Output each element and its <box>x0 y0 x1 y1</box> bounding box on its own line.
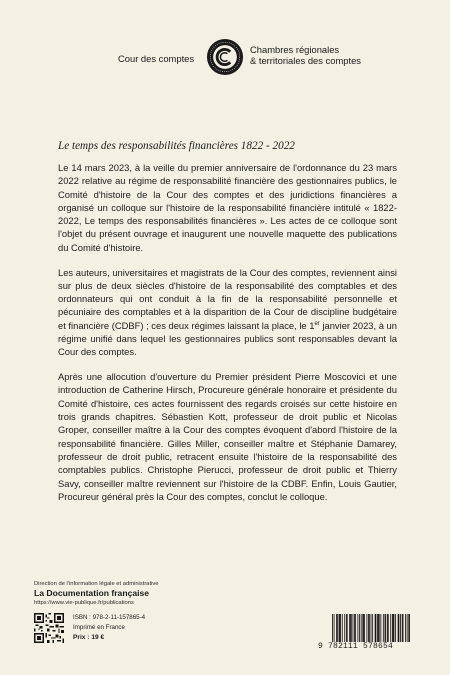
publisher-url: https://www.vie-publique.fr/publications <box>34 600 134 606</box>
chambres-regionales-line1: Chambres régionales <box>250 44 340 55</box>
paragraph-3: Après une allocution d'ouverture du Premier président Pierre Moscovici et une introduction de Catherine Hirsch, Procureure générale honoraire et présidente du Comité d'histoire, ces actes fournissent des regards croisés sur cette histoire en trois grands chapitres. Sébastien Kott, professeur de droit public et Nicolas Groper, conseiller maître à la Cour des comptes évoquent d'abord l'histoire de la responsabilité financière. Gilles Miller, conseiller maître et Stéphanie Damarey, professeur de droit public, retracent ensuite l'histoire de la responsabilité des comptables publics. Christophe Pierucci, professeur de droit public et Thierry Savy, conseiller maître reviennent sur l'histoire de la CDBF. Enfin, Louis Gautier, Procureur général près la Cour des comptes, conclut le colloque. <box>58 371 397 502</box>
paragraph-2-start: Les auteurs, universitaires et magistrats de la Cour des comptes, reviennent ainsi sur plus de deux siècles d'histoire de la responsabilité des comptables et des ordonnateurs qui ont conduit à la fin de la responsabilité personnelle et pécuniaire des comptables et à la disparition de la Cour de discipline budgétaire et financière (CDBF) ; ces deux régimes laissant la place, le 1 <box>58 266 397 331</box>
cour-des-comptes-seal-icon <box>206 38 244 76</box>
ordinal-superscript: er <box>314 320 320 327</box>
barcode-number: 9 782111 578654 <box>318 642 418 651</box>
cour-des-comptes-label: Cour des comptes <box>118 53 195 64</box>
header <box>0 38 450 78</box>
qr-code-icon <box>34 613 64 643</box>
publisher-line: Direction de l'information légale et administrative <box>34 581 159 587</box>
printed-in: Imprimé en France <box>73 624 125 632</box>
chambres-regionales-line2: & territoriales des comptes <box>250 54 361 66</box>
publisher-block <box>34 580 264 607</box>
paragraph-1: Le 14 mars 2023, à la veille du premier anniversaire de l'ordonnance du 23 mars 2022 relative au régime de responsabilité financière des gestionnaires publics, le Comité d'histoire de la Cour des comptes et des juridictions financières a organisé un colloque sur l'histoire de la responsabilité financière intitulé « 1822-2022, Le temps des responsabilités financières ». Les actes de ce colloque sont l'objet du présent ouvrage et inaugurent une nouvelle maquette des publications du Comité d'histoire. <box>58 162 397 253</box>
paragraph-2 <box>58 266 397 359</box>
back-cover-text <box>58 161 397 515</box>
publisher-name: La Documentation française <box>34 588 150 598</box>
book-title: Le temps des responsabilités financières 1822 - 2022 <box>58 140 295 152</box>
paragraph-2-end: janvier 2023, à un régime unifié dans lequel les gestionnaires publics sont responsables devant la Cour des comptes. <box>58 319 397 358</box>
chambres-regionales-label <box>250 45 361 66</box>
isbn: ISBN : 978-2-11-157865-4 <box>73 614 146 621</box>
price: Prix : 19 € <box>73 634 105 642</box>
publication-meta <box>73 613 145 644</box>
